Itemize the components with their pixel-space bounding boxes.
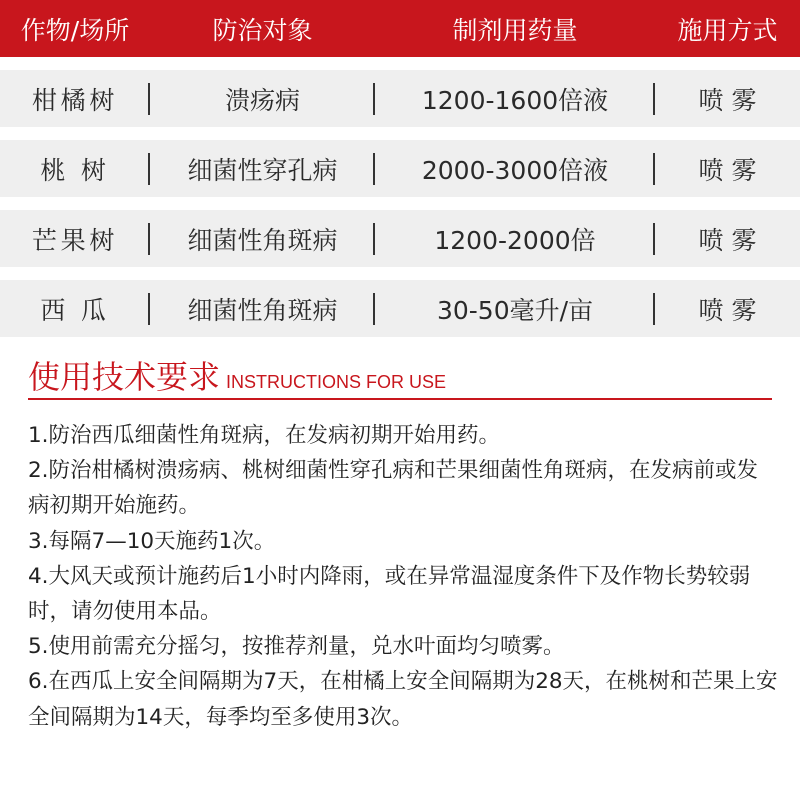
section-title-cn: 使用技术要求	[28, 358, 221, 396]
instructions-list	[28, 418, 778, 735]
cell-method: 喷 雾	[698, 155, 757, 185]
instruction-item: 3.每隔7—10天施药1次。	[28, 528, 276, 554]
cell-method: 喷 雾	[698, 225, 757, 255]
cell-dosage: 2000-3000倍液	[375, 151, 655, 187]
table-row	[0, 210, 800, 267]
instruction-item: 1.防治西瓜细菌性角斑病，在发病初期开始用药。	[28, 423, 501, 448]
instruction-item: 2.防治柑橘树溃疡病、桃树细菌性穿孔病和芒果细菌性角斑病，在发病前或发病初期开始施药。	[28, 458, 759, 519]
cell-method: 喷 雾	[698, 295, 757, 325]
table-row	[0, 70, 800, 127]
instruction-item: 6.在西瓜上安全间隔期为7天，在柑橘上安全间隔期为28天，在桃树和芒果上安全间隔期为14天，每季均至多使用3次。	[28, 669, 778, 730]
cell-dosage: 30-50毫升/亩	[375, 291, 655, 327]
table-header	[0, 0, 800, 57]
section-title-en: INSTRUCTIONS FOR USE	[226, 372, 447, 392]
cell-target: 细菌性穿孔病	[150, 151, 375, 187]
cell-crop: 桃 树	[0, 151, 150, 187]
cell-target: 溃疡病	[150, 81, 375, 117]
table-row	[0, 280, 800, 337]
cell-crop: 柑橘树	[0, 81, 150, 117]
header-target: 防治对象	[212, 15, 313, 45]
cell-method: 喷 雾	[698, 85, 757, 115]
section-title	[28, 352, 446, 398]
cell-dosage: 1200-2000倍	[375, 221, 655, 257]
cell-crop: 西 瓜	[0, 291, 150, 327]
header-method: 施用方式	[677, 15, 778, 45]
cell-dosage: 1200-1600倍液	[375, 81, 655, 117]
instruction-item: 4.大风天或预计施药后1小时内降雨，或在异常温湿度条件下及作物长势较弱时，请勿使用本品。	[28, 563, 751, 625]
cell-target: 细菌性角斑病	[150, 291, 375, 327]
instruction-item: 5.使用前需充分摇匀，按推荐剂量，兑水叶面均匀喷雾。	[28, 634, 565, 660]
header-dosage: 制剂用药量	[452, 15, 578, 45]
table-row	[0, 140, 800, 197]
cell-target: 细菌性角斑病	[150, 221, 375, 257]
header-crop: 作物/场所	[20, 15, 130, 45]
section-divider	[28, 398, 772, 400]
cell-crop: 芒果树	[0, 221, 150, 257]
